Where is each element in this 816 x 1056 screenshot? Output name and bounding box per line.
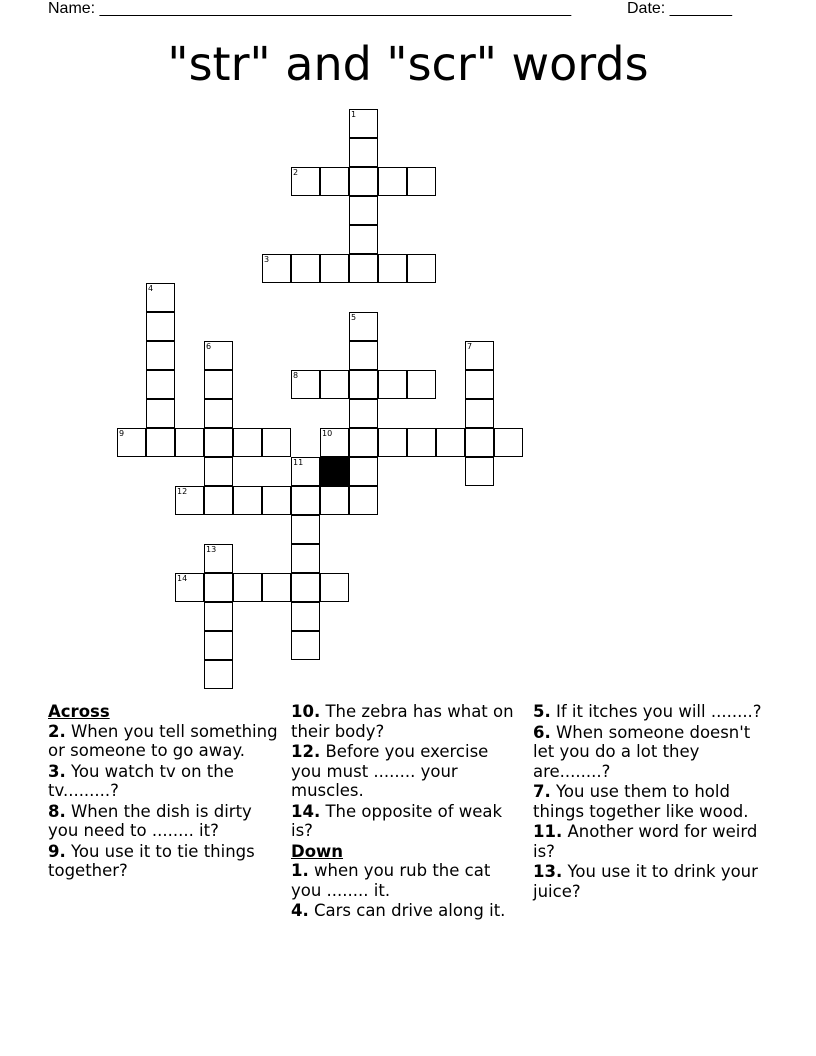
grid-cell[interactable] <box>262 254 291 283</box>
clue-number: 13 <box>206 545 217 554</box>
grid-cell[interactable] <box>349 370 378 399</box>
clue-down-7: 7. You use them to hold things together like wood. <box>533 782 749 821</box>
page-title: "str" and "scr" words <box>167 37 649 91</box>
grid-cell[interactable] <box>349 428 378 457</box>
date-field[interactable]: Date: _______ <box>627 0 732 17</box>
grid-cell[interactable] <box>204 602 233 631</box>
clue-number: 10 <box>322 429 333 438</box>
grid-cell[interactable] <box>146 370 175 399</box>
grid-cell[interactable] <box>262 573 291 602</box>
grid-cell[interactable] <box>378 370 407 399</box>
clue-number: 11 <box>293 458 304 467</box>
grid-cell[interactable] <box>175 573 204 602</box>
clue-number: 7 <box>467 342 473 351</box>
grid-cell[interactable] <box>291 457 320 486</box>
grid-cell[interactable] <box>320 573 349 602</box>
grid-cell[interactable] <box>204 457 233 486</box>
clue-across-8: 8. When the dish is dirty you need to ........ it? <box>48 801 252 840</box>
clue-number: 2 <box>293 168 299 177</box>
down-heading: Down <box>291 841 344 861</box>
clue-down-13: 13. You use it to drink your juice? <box>533 862 758 901</box>
grid-cell[interactable] <box>349 399 378 428</box>
grid-cell[interactable] <box>291 486 320 515</box>
grid-cell[interactable] <box>204 660 233 689</box>
clue-number: 1 <box>351 110 357 119</box>
grid-cell[interactable] <box>291 602 320 631</box>
clue-down-1: 1. when you rub the cat you ........ it. <box>291 861 491 900</box>
grid-cell[interactable] <box>349 254 378 283</box>
clue-number: 14 <box>177 574 188 583</box>
grid-cell[interactable] <box>465 370 494 399</box>
clue-number: 9 <box>119 429 125 438</box>
grid-cell[interactable] <box>320 167 349 196</box>
grid-cell[interactable] <box>349 457 378 486</box>
grid-cell[interactable] <box>204 399 233 428</box>
clue-across-10: 10. The zebra has what on their body? <box>291 702 514 741</box>
grid-cell[interactable] <box>262 428 291 457</box>
grid-cell[interactable] <box>349 341 378 370</box>
grid-cell[interactable] <box>204 370 233 399</box>
clue-number: 3 <box>264 255 270 264</box>
grid-cell[interactable] <box>146 428 175 457</box>
grid-cell[interactable] <box>262 486 291 515</box>
clue-number: 12 <box>177 487 188 496</box>
clue-number: 5 <box>351 313 357 322</box>
grid-cell[interactable] <box>204 573 233 602</box>
grid-cell[interactable] <box>320 254 349 283</box>
grid-cell[interactable] <box>349 312 378 341</box>
black-square <box>320 457 349 486</box>
grid-cell[interactable] <box>465 457 494 486</box>
grid-cell[interactable] <box>407 254 436 283</box>
grid-cell[interactable] <box>233 428 262 457</box>
grid-cell[interactable] <box>407 370 436 399</box>
grid-cell[interactable] <box>291 573 320 602</box>
grid-cell[interactable] <box>291 167 320 196</box>
grid-cell[interactable] <box>204 544 233 573</box>
grid-cell[interactable] <box>291 544 320 573</box>
grid-cell[interactable] <box>175 428 204 457</box>
grid-cell[interactable] <box>204 631 233 660</box>
grid-cell[interactable] <box>175 486 204 515</box>
grid-cell[interactable] <box>204 486 233 515</box>
grid-cell[interactable] <box>436 428 465 457</box>
grid-cell[interactable] <box>378 167 407 196</box>
grid-cell[interactable] <box>204 341 233 370</box>
clue-across-12: 12. Before you exercise you must ........ your muscles. <box>291 742 489 800</box>
grid-cell[interactable] <box>349 196 378 225</box>
grid-cell[interactable] <box>233 573 262 602</box>
grid-cell[interactable] <box>494 428 523 457</box>
clue-across-2: 2. When you tell something or someone to go away. <box>48 721 278 760</box>
grid-cell[interactable] <box>407 428 436 457</box>
grid-cell[interactable] <box>291 515 320 544</box>
grid-cell[interactable] <box>204 428 233 457</box>
across-heading: Across <box>48 702 110 721</box>
grid-cell[interactable] <box>465 341 494 370</box>
grid-cell[interactable] <box>349 109 378 138</box>
clue-number: 6 <box>206 342 212 351</box>
grid-cell[interactable] <box>146 341 175 370</box>
grid-cell[interactable] <box>378 254 407 283</box>
header-line <box>48 0 748 20</box>
grid-cell[interactable] <box>320 370 349 399</box>
clue-across-9: 9. You use it to tie things together? <box>48 841 255 880</box>
grid-cell[interactable] <box>117 428 146 457</box>
grid-cell[interactable] <box>146 283 175 312</box>
grid-cell[interactable] <box>291 370 320 399</box>
clue-down-6: 6. When someone doesn't let you do a lot they are........? <box>533 722 751 781</box>
clue-across-3: 3. You watch tv on the tv.........? <box>48 761 234 800</box>
grid-cell[interactable] <box>146 312 175 341</box>
grid-cell[interactable] <box>407 167 436 196</box>
clues-column-2 <box>291 702 523 922</box>
grid-cell[interactable] <box>465 399 494 428</box>
clue-number: 4 <box>148 284 154 293</box>
grid-cell[interactable] <box>349 138 378 167</box>
name-field[interactable]: Name: _____________________________________________________ <box>48 0 572 17</box>
grid-cell[interactable] <box>291 631 320 660</box>
clues-column-1 <box>48 702 280 882</box>
grid-cell[interactable] <box>320 428 349 457</box>
clue-down-4: 4. Cars can drive along it. <box>291 901 506 920</box>
grid-cell[interactable] <box>349 486 378 515</box>
clues-column-3 <box>533 702 765 902</box>
grid-cell[interactable] <box>146 399 175 428</box>
grid-cell[interactable] <box>291 254 320 283</box>
grid-cell[interactable] <box>233 486 262 515</box>
clue-across-14: 14. The opposite of weak is? <box>291 801 503 840</box>
clue-down-5: 5. If it itches you will ........? <box>533 702 762 721</box>
clue-number: 8 <box>293 371 299 380</box>
grid-cell[interactable] <box>378 428 407 457</box>
clue-down-11: 11. Another word for weird is? <box>533 822 758 861</box>
grid-cell[interactable] <box>349 167 378 196</box>
grid-cell[interactable] <box>465 428 494 457</box>
grid-cell[interactable] <box>320 486 349 515</box>
grid-cell[interactable] <box>349 225 378 254</box>
